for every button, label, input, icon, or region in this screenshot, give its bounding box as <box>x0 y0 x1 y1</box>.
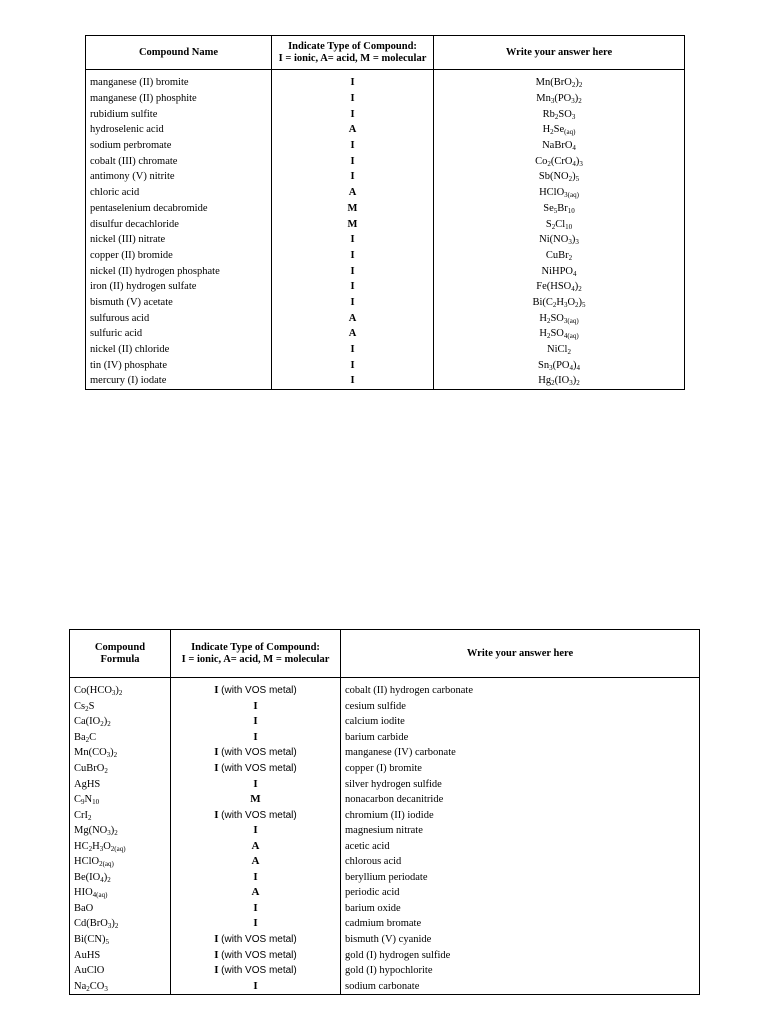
table-row <box>86 342 685 358</box>
compound-type-cell <box>171 978 341 994</box>
compound-type-cell <box>171 807 341 823</box>
type-letter: I <box>214 762 219 774</box>
table-row <box>70 870 700 886</box>
compound-type-cell <box>171 854 341 870</box>
header-type-line1: Indicate Type of Compound: <box>288 40 417 52</box>
table-row <box>70 854 700 870</box>
answer-name-cell: bismuth (V) cyanide <box>341 932 700 948</box>
compound-formula-cell: $HIO_{4(aq)}$ <box>70 885 171 901</box>
compound-type-cell: I <box>272 75 434 91</box>
answer-name-cell: copper (I) bromite <box>341 761 700 777</box>
compound-type-cell <box>171 823 341 839</box>
vos-note: (with VOS metal) <box>221 809 297 821</box>
answer-formula-cell: $H_2SO_{4(aq)}$ <box>434 326 685 342</box>
table-row <box>70 745 700 761</box>
header-answer: Write your answer here <box>341 630 700 678</box>
table-row <box>86 201 685 217</box>
compound-formula-cell: CuBrO$_2$ <box>70 761 171 777</box>
table-row <box>70 776 700 792</box>
type-letter: I <box>214 933 219 946</box>
header-row <box>70 630 700 678</box>
compound-name-cell: hydroselenic acid <box>86 122 272 138</box>
type-letter: I <box>214 808 219 821</box>
compound-type-cell: I <box>272 106 434 122</box>
compound-formula-cell: $Bi(CN)_5$ <box>70 932 171 948</box>
compound-type-cell: I <box>272 295 434 311</box>
compound-type-cell <box>171 870 341 886</box>
compound-name-cell: sulfuric acid <box>86 326 272 342</box>
answer-name-cell: calcium iodite <box>341 714 700 730</box>
naming-table-1 <box>85 35 685 390</box>
compound-name-cell: bismuth (V) acetate <box>86 295 272 311</box>
table-row <box>86 295 685 311</box>
compound-type-cell: I <box>272 138 434 154</box>
answer-formula-cell: $S_2Cl_{10}$ <box>434 216 685 232</box>
compound-formula-cell: CrI$_2$ <box>70 807 171 823</box>
compound-type-cell: I <box>272 232 434 248</box>
header-type-of-compound <box>171 630 341 678</box>
header-row <box>86 36 685 70</box>
answer-name-cell: manganese (IV) carbonate <box>341 745 700 761</box>
answer-name-cell: beryllium periodate <box>341 870 700 886</box>
type-letter: A <box>251 855 260 868</box>
header-type-line1: Indicate Type of Compound: <box>191 641 320 653</box>
type-letter: I <box>253 870 258 883</box>
type-letter: I <box>253 730 258 743</box>
answer-formula-cell: $H_2Se_{(aq)}$ <box>434 122 685 138</box>
table-body <box>70 678 700 995</box>
table-row <box>86 106 685 122</box>
compound-type-cell: A <box>272 122 434 138</box>
table-row <box>86 310 685 326</box>
compound-type-cell: I <box>272 153 434 169</box>
compound-name-cell: sulfurous acid <box>86 310 272 326</box>
compound-type-cell: I <box>272 357 434 373</box>
compound-type-cell: I <box>272 373 434 389</box>
compound-formula-cell: BaO <box>70 901 171 917</box>
type-letter: M <box>250 793 261 806</box>
table-row <box>70 978 700 994</box>
type-letter: I <box>253 777 258 790</box>
compound-type-cell: M <box>272 201 434 217</box>
compound-type-cell <box>171 714 341 730</box>
answer-name-cell: periodic acid <box>341 885 700 901</box>
vos-note: (with VOS metal) <box>221 763 297 774</box>
compound-type-cell <box>171 745 341 761</box>
table-row <box>86 263 685 279</box>
compound-formula-cell: $Mg(NO_3)_2$ <box>70 823 171 839</box>
compound-formula-cell: $Ca(IO_2)_2$ <box>70 714 171 730</box>
answer-formula-cell: NiHPO$_4$ <box>434 263 685 279</box>
type-letter: I <box>253 901 258 914</box>
table-row <box>70 807 700 823</box>
header-type-line2: I = ionic, A= acid, M = molecular <box>278 52 427 64</box>
compound-type-cell <box>171 730 341 746</box>
answer-name-cell: chromium (II) iodide <box>341 807 700 823</box>
table-row <box>70 916 700 932</box>
compound-name-cell: manganese (II) phosphite <box>86 91 272 107</box>
compound-type-cell: I <box>272 342 434 358</box>
table-row <box>70 730 700 746</box>
compound-type-cell: M <box>272 216 434 232</box>
answer-formula-cell: $Ni(NO_3)_3$ <box>434 232 685 248</box>
answer-formula-cell: $Sb(NO_2)_5$ <box>434 169 685 185</box>
vos-note: (with VOS metal) <box>221 949 297 961</box>
compound-type-cell: I <box>272 169 434 185</box>
compound-formula-cell: $HC_2H_3O_{2(aq)}$ <box>70 838 171 854</box>
compound-type-cell: A <box>272 326 434 342</box>
compound-name-cell: tin (IV) phosphate <box>86 357 272 373</box>
answer-name-cell: magnesium nitrate <box>341 823 700 839</box>
compound-name-cell: rubidium sulfite <box>86 106 272 122</box>
table-row <box>86 279 685 295</box>
compound-type-cell: I <box>272 279 434 295</box>
compound-type-cell <box>171 932 341 948</box>
table-row <box>70 963 700 979</box>
table-row <box>86 91 685 107</box>
table-row <box>86 357 685 373</box>
table-row <box>86 373 685 389</box>
type-letter: A <box>251 886 260 899</box>
answer-name-cell: barium oxide <box>341 901 700 917</box>
compound-name-cell: pentaselenium decabromide <box>86 201 272 217</box>
answer-name-cell: cobalt (II) hydrogen carbonate <box>341 683 700 699</box>
table-row <box>86 216 685 232</box>
answer-formula-cell: $Rb_2SO_3$ <box>434 106 685 122</box>
compound-name-cell: manganese (II) bromite <box>86 75 272 91</box>
answer-formula-cell: $Sn_3(PO_4)_4$ <box>434 357 685 373</box>
compound-formula-cell: AuHS <box>70 947 171 963</box>
vos-note: (with VOS metal) <box>221 965 297 977</box>
type-letter: I <box>214 746 219 759</box>
compound-type-cell <box>171 699 341 715</box>
vos-note: (with VOS metal) <box>221 747 297 759</box>
compound-type-cell <box>171 776 341 792</box>
answer-name-cell: acetic acid <box>341 838 700 854</box>
answer-formula-cell: $Mn_3(PO_3)_2$ <box>434 91 685 107</box>
compound-name-cell: iron (II) hydrogen sulfate <box>86 279 272 295</box>
table-row <box>70 901 700 917</box>
answer-formula-cell: $Mn(BrO_2)_2$ <box>434 75 685 91</box>
compound-formula-cell: $Cs_2S$ <box>70 699 171 715</box>
compound-type-cell <box>171 761 341 777</box>
answer-formula-cell: CuBr$_2$ <box>434 248 685 264</box>
compound-name-cell: mercury (I) iodate <box>86 373 272 389</box>
answer-formula-cell: $Hg_2(IO_3)_2$ <box>434 373 685 389</box>
type-letter: I <box>214 948 219 961</box>
header-formula-line2: Formula <box>100 653 140 665</box>
compound-formula-cell: $Be(IO_4)_2$ <box>70 870 171 886</box>
type-letter: I <box>214 964 219 977</box>
answer-formula-cell: HClO$_{3(aq)}$ <box>434 185 685 201</box>
compound-type-cell <box>171 947 341 963</box>
answer-name-cell: sodium carbonate <box>341 978 700 994</box>
table-row <box>70 838 700 854</box>
header-type-of-compound <box>272 36 434 70</box>
compound-name-cell: cobalt (III) chromate <box>86 153 272 169</box>
compound-formula-cell: $Mn(CO_3)_2$ <box>70 745 171 761</box>
table-row <box>86 122 685 138</box>
compound-type-cell: I <box>272 263 434 279</box>
compound-name-cell: chloric acid <box>86 185 272 201</box>
header-answer: Write your answer here <box>434 36 685 70</box>
type-letter: I <box>214 684 219 697</box>
table-row <box>70 792 700 808</box>
compound-formula-cell: $Co(HCO_3)_2$ <box>70 683 171 699</box>
table-row <box>70 947 700 963</box>
compound-type-cell <box>171 683 341 699</box>
table-row <box>86 138 685 154</box>
answer-formula-cell: $Bi(C_2H_3O_2)_5$ <box>434 295 685 311</box>
table-row <box>86 75 685 91</box>
answer-formula-cell: NiCl$_2$ <box>434 342 685 358</box>
compound-name-cell: nickel (II) hydrogen phosphate <box>86 263 272 279</box>
compound-name-cell: nickel (II) chloride <box>86 342 272 358</box>
compound-name-cell: copper (II) bromide <box>86 248 272 264</box>
type-letter: I <box>253 979 258 992</box>
answer-formula-cell: $Fe(HSO_4)_2$ <box>434 279 685 295</box>
compound-type-cell: I <box>272 91 434 107</box>
answer-formula-cell: $Se_5Br_{10}$ <box>434 201 685 217</box>
compound-name-cell: antimony (V) nitrite <box>86 169 272 185</box>
compound-type-cell <box>171 901 341 917</box>
vos-note: (with VOS metal) <box>221 685 297 697</box>
compound-name-cell: disulfur decachloride <box>86 216 272 232</box>
header-compound-name: Compound Name <box>86 36 272 70</box>
compound-formula-cell: $C_9N_{10}$ <box>70 792 171 808</box>
table-row <box>70 823 700 839</box>
table-row <box>86 185 685 201</box>
answer-formula-cell: $H_2SO_{3(aq)}$ <box>434 310 685 326</box>
compound-type-cell <box>171 838 341 854</box>
answer-name-cell: gold (I) hydrogen sulfide <box>341 947 700 963</box>
table-row <box>86 232 685 248</box>
compound-type-cell: A <box>272 185 434 201</box>
answer-name-cell: cadmium bromate <box>341 916 700 932</box>
vos-note: (with VOS metal) <box>221 934 297 946</box>
compound-formula-cell: AuClO <box>70 963 171 979</box>
compound-type-cell <box>171 916 341 932</box>
answer-name-cell: barium carbide <box>341 730 700 746</box>
answer-name-cell: silver hydrogen sulfide <box>341 776 700 792</box>
compound-formula-cell: $Ba_2C$ <box>70 730 171 746</box>
table-row <box>70 714 700 730</box>
naming-table-2 <box>69 629 700 995</box>
table-body <box>86 70 685 390</box>
compound-name-cell: nickel (III) nitrate <box>86 232 272 248</box>
answer-formula-cell: NaBrO$_4$ <box>434 138 685 154</box>
answer-name-cell: cesium sulfide <box>341 699 700 715</box>
answer-formula-cell: $Co_2(CrO_4)_3$ <box>434 153 685 169</box>
compound-formula-cell: AgHS <box>70 776 171 792</box>
answer-name-cell: gold (I) hypochlorite <box>341 963 700 979</box>
table-row <box>70 885 700 901</box>
header-formula-line1: Compound <box>94 641 146 653</box>
type-letter: A <box>251 839 260 852</box>
table-row <box>70 699 700 715</box>
compound-formula-cell: $Na_2CO_3$ <box>70 978 171 994</box>
type-letter: I <box>253 699 258 712</box>
type-letter: I <box>253 917 258 930</box>
header-compound-formula <box>70 630 171 678</box>
header-type-line2: I = ionic, A= acid, M = molecular <box>181 653 330 665</box>
table-row <box>70 761 700 777</box>
type-letter: I <box>253 715 258 728</box>
type-letter: I <box>253 824 258 837</box>
compound-formula-cell: $Cd(BrO_3)_2$ <box>70 916 171 932</box>
compound-type-cell: A <box>272 310 434 326</box>
compound-name-cell: sodium perbromate <box>86 138 272 154</box>
table-row <box>70 683 700 699</box>
compound-type-cell <box>171 885 341 901</box>
table-row <box>86 248 685 264</box>
table-row <box>70 932 700 948</box>
compound-type-cell: I <box>272 248 434 264</box>
compound-type-cell <box>171 792 341 808</box>
table-row <box>86 326 685 342</box>
answer-name-cell: chlorous acid <box>341 854 700 870</box>
table-row <box>86 153 685 169</box>
table-row <box>86 169 685 185</box>
compound-type-cell <box>171 963 341 979</box>
compound-formula-cell: HClO$_{2(aq)}$ <box>70 854 171 870</box>
answer-name-cell: nonacarbon decanitride <box>341 792 700 808</box>
